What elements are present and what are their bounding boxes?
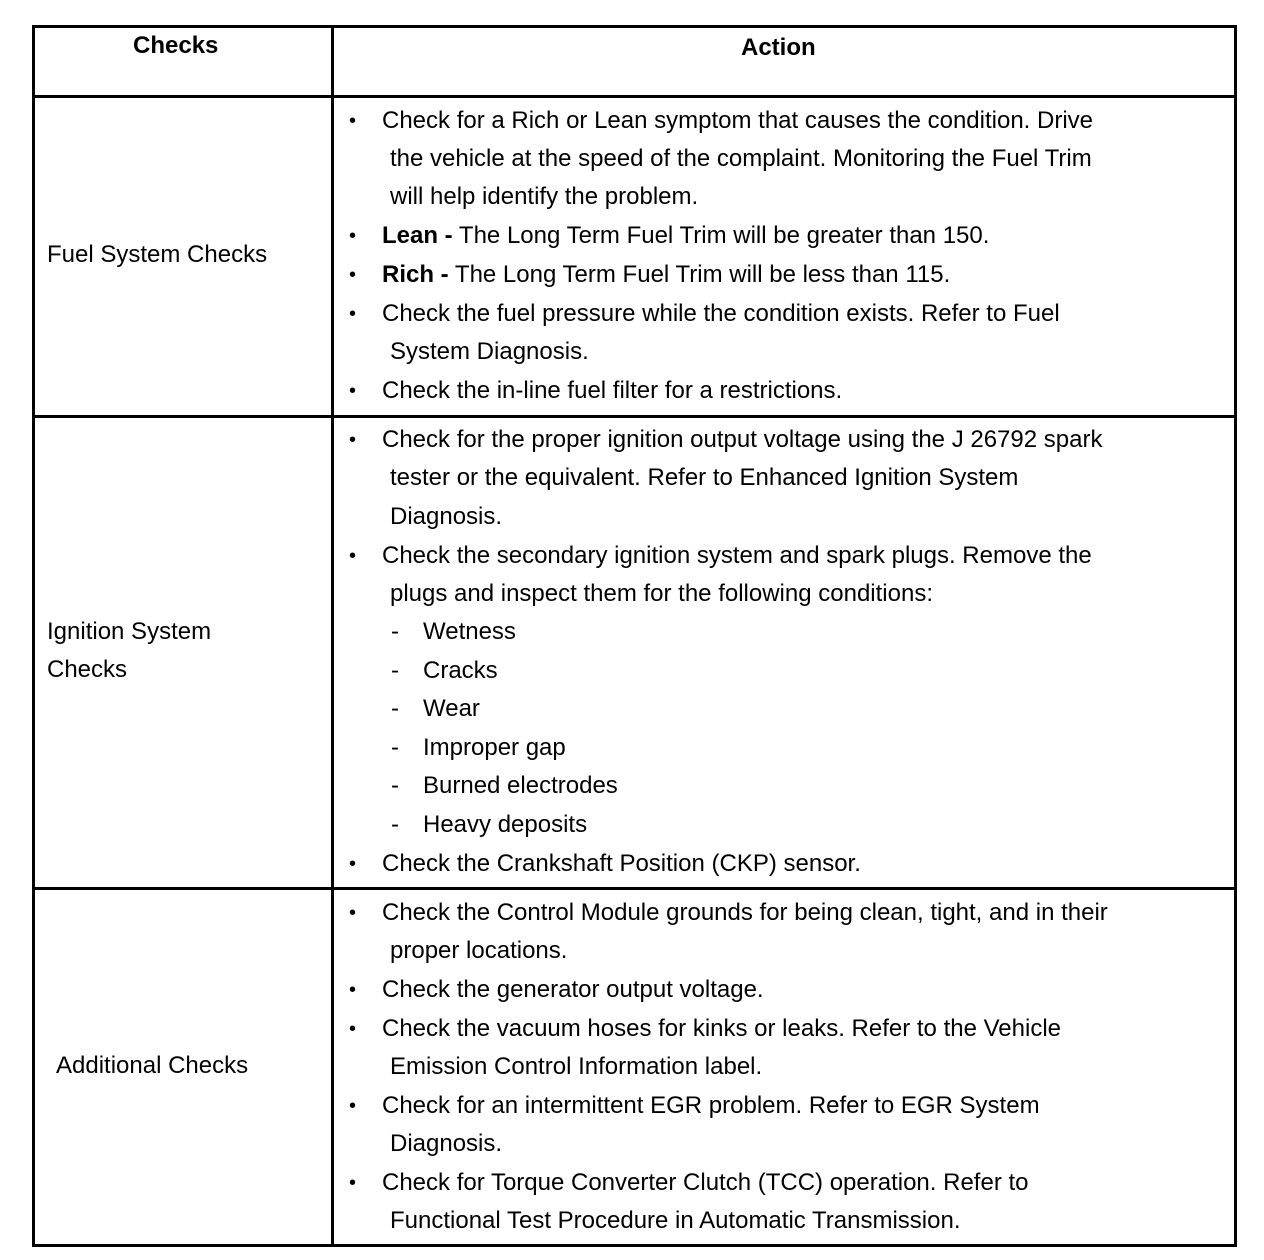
action-text: Check the fuel pressure while the condition exists. Refer to Fuel [382, 300, 1060, 327]
sub-item: Cracks [423, 657, 498, 684]
dash-icon: - [391, 618, 399, 645]
bullet-icon: • [349, 225, 357, 247]
action-text: Check for a Rich or Lean symptom that causes the condition. Drive [382, 107, 1093, 134]
action-text: Check the in-line fuel filter for a restrictions. [382, 377, 843, 404]
bullet-icon: • [349, 303, 357, 325]
sub-item: Burned electrodes [423, 772, 618, 799]
dash-icon: - [391, 695, 399, 722]
header-row-divider [35, 95, 1234, 98]
action-text: plugs and inspect them for the following conditions: [390, 580, 933, 607]
action-text: the vehicle at the speed of the complaint. Monitoring the Fuel Trim [390, 145, 1092, 172]
action-text: Emission Control Information label. [390, 1053, 763, 1080]
header-checks: Checks [133, 32, 219, 59]
action-text: will help identify the problem. [390, 183, 699, 210]
bullet-icon: • [349, 545, 357, 567]
action-text: Functional Test Procedure in Automatic Transmission. [390, 1207, 961, 1234]
row-label-additional: Additional Checks [56, 1052, 249, 1079]
bullet-icon: • [349, 429, 357, 451]
bullet-icon: • [349, 1018, 357, 1040]
action-text: Check the generator output voltage. [382, 976, 764, 1003]
rich-keyword: Rich - [382, 261, 449, 288]
bullet-icon: • [349, 853, 357, 875]
header-action: Action [741, 34, 816, 61]
lean-keyword: Lean - [382, 222, 453, 249]
action-text: System Diagnosis. [390, 338, 589, 365]
bullet-icon: • [349, 979, 357, 1001]
action-text: tester or the equivalent. Refer to Enhanced Ignition System [390, 464, 1019, 491]
dash-icon: - [391, 734, 399, 761]
action-text: Check the Crankshaft Position (CKP) sensor. [382, 850, 861, 877]
bullet-icon: • [349, 110, 357, 132]
sub-item: Improper gap [423, 734, 566, 761]
row-label-fuel-system: Fuel System Checks [47, 241, 268, 268]
row-label-ignition-system: Ignition System [47, 618, 212, 645]
dash-icon: - [391, 811, 399, 838]
bullet-icon: • [349, 1172, 357, 1194]
action-text: Check for Torque Converter Clutch (TCC) operation. Refer to [382, 1169, 1029, 1196]
dash-icon: - [391, 772, 399, 799]
bullet-icon: • [349, 264, 357, 286]
dash-icon: - [391, 657, 399, 684]
action-text: Check for the proper ignition output voltage using the J 26792 spark [382, 426, 1103, 453]
row-divider-ignition [35, 887, 1234, 890]
action-text: Check the secondary ignition system and spark plugs. Remove the [382, 542, 1092, 569]
bullet-icon: • [349, 1095, 357, 1117]
action-text: Check the vacuum hoses for kinks or leaks. Refer to the Vehicle [382, 1015, 1061, 1042]
bullet-icon: • [349, 902, 357, 924]
sub-item: Heavy deposits [423, 811, 588, 838]
lean-text: The Long Term Fuel Trim will be greater than 150. [452, 222, 990, 249]
action-text: Check the Control Module grounds for being clean, tight, and in their [382, 899, 1108, 926]
sub-item: Wear [423, 695, 480, 722]
bullet-icon: • [349, 380, 357, 402]
rich-text: The Long Term Fuel Trim will be less than 115. [448, 261, 951, 288]
action-text: Diagnosis. [390, 1130, 503, 1157]
column-divider [331, 28, 334, 1244]
action-text-lean [382, 217, 989, 255]
action-text: Diagnosis. [390, 503, 503, 530]
action-text: Check for an intermittent EGR problem. Refer to EGR System [382, 1092, 1040, 1119]
action-text-rich [382, 256, 950, 294]
diagnostic-checks-table [32, 25, 1237, 1247]
row-label-ignition-system-2: Checks [47, 656, 128, 683]
sub-item: Wetness [423, 618, 516, 645]
action-text: proper locations. [390, 937, 568, 964]
row-divider-fuel [35, 415, 1234, 418]
